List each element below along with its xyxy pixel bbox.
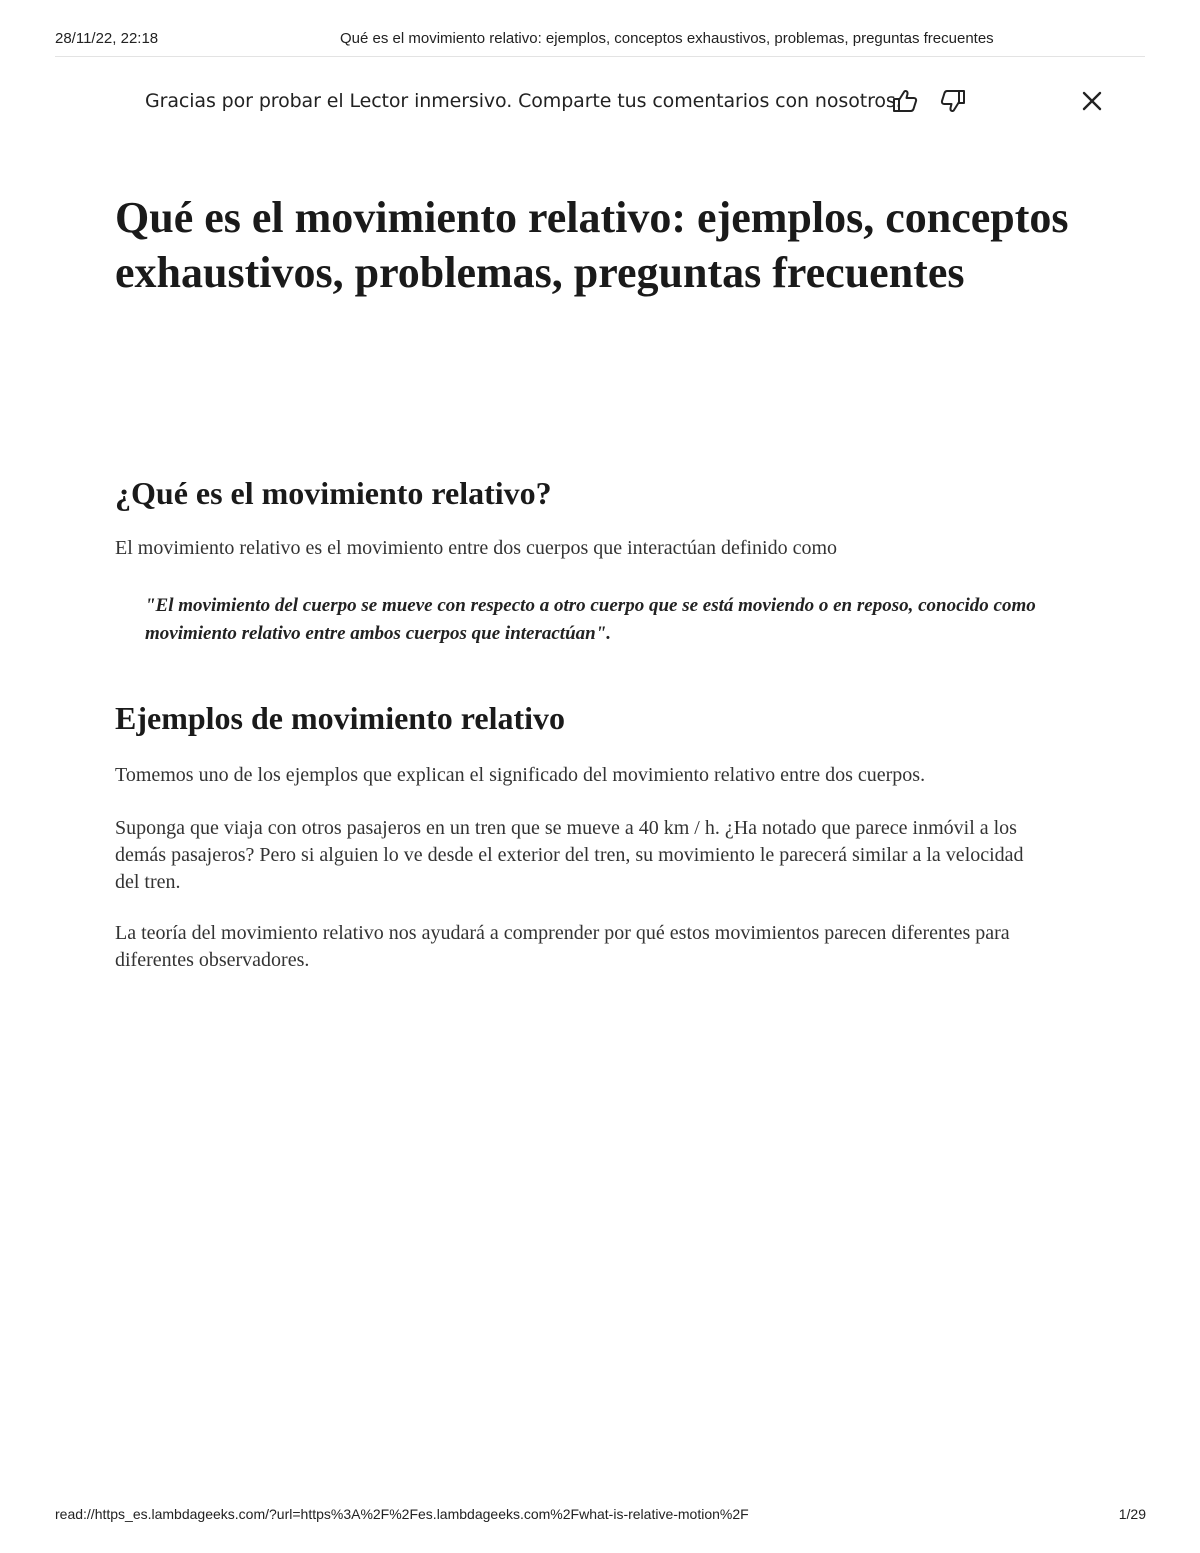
close-icon[interactable] xyxy=(1077,86,1107,116)
print-header xyxy=(0,0,1200,58)
paragraph-example-intro: Tomemos uno de los ejemplos que explican el significado del movimiento relativo entre dos cuerpos. xyxy=(115,764,926,786)
paragraph-theory: La teoría del movimiento relativo nos ayudará a comprender por qué estos movimientos parecen diferentes para diferentes observadores. xyxy=(115,922,1010,971)
feedback-bar xyxy=(0,84,1200,124)
print-page-title: Qué es el movimiento relativo: ejemplos, conceptos exhaustivos, problemas, preguntas frecuentes xyxy=(340,30,994,47)
section-heading-examples: Ejemplos de movimiento relativo xyxy=(115,700,566,736)
page-url: read://https_es.lambdageeks.com/?url=https%3A%2F%2Fes.lambdageeks.com%2Fwhat-is-relative-motion%2F xyxy=(55,1506,749,1522)
paragraph-train-example: Suponga que viaja con otros pasajeros en un tren que se mueve a 40 km / h. ¿Ha notado que parece inmóvil a los demás pasajeros? Pero si alguien lo ve desde el exterior del tren, su movimiento le parecerá similar a la velocidad del tren. xyxy=(115,817,1024,893)
feedback-message: Gracias por probar el Lector inmersivo. Comparte tus comentarios con nosotros. xyxy=(145,90,902,112)
article-title: Qué es el movimiento relativo: ejemplos, conceptos exhaustivos, problemas, preguntas frecuentes xyxy=(115,193,1069,297)
definition-intro: El movimiento relativo es el movimiento entre dos cuerpos que interactúan definido como xyxy=(115,537,838,559)
header-divider xyxy=(55,56,1145,57)
article xyxy=(115,190,1075,971)
section-heading-what-is: ¿Qué es el movimiento relativo? xyxy=(115,475,552,511)
print-footer xyxy=(0,1500,1200,1530)
thumbs-up-icon[interactable] xyxy=(890,86,920,116)
definition-quote: "El movimiento del cuerpo se mueve con respecto a otro cuerpo que se está moviendo o en reposo, conocido como movimiento relativo entre ambos cuerpos que interactúan". xyxy=(145,595,1036,644)
thumbs-down-icon[interactable] xyxy=(938,86,968,116)
print-datetime: 28/11/22, 22:18 xyxy=(55,30,159,47)
page-number: 1/29 xyxy=(1118,1506,1146,1522)
